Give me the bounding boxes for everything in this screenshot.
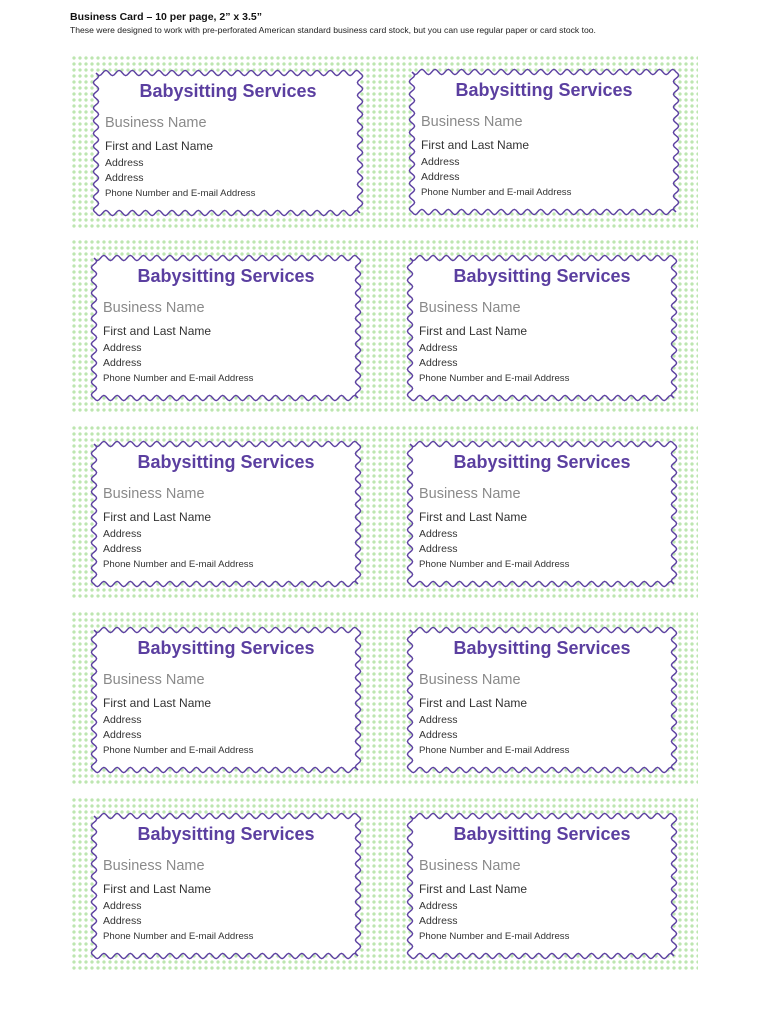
card-address-line-1: Address [103,714,142,726]
card-address-line-2: Address [103,543,142,555]
card-address-line-1: Address [103,900,142,912]
card-person-name: First and Last Name [103,696,212,710]
card-heading: Babysitting Services [137,824,315,844]
card-address-line-2: Address [419,357,458,369]
card-person-name: First and Last Name [421,138,530,152]
card-heading: Babysitting Services [137,266,315,286]
card-heading: Babysitting Services [453,638,631,658]
business-card [410,816,674,956]
card-address-line-2: Address [419,915,458,927]
card-business-name: Business Name [421,114,523,130]
card-person-name: First and Last Name [419,510,528,524]
card-person-name: First and Last Name [103,510,212,524]
business-card [96,73,360,213]
business-card [94,630,358,770]
card-contact: Phone Number and E-mail Address [103,559,254,570]
card-business-name: Business Name [103,672,205,688]
card-person-name: First and Last Name [103,324,212,338]
card-business-name: Business Name [419,672,521,688]
card-address-line-2: Address [105,172,144,184]
card-address-line-1: Address [105,157,144,169]
card-address-line-1: Address [103,342,142,354]
card-contact: Phone Number and E-mail Address [105,188,256,199]
card-address-line-1: Address [419,528,458,540]
card-business-name: Business Name [105,115,207,131]
business-card [94,444,358,584]
business-card [412,72,676,212]
card-heading: Babysitting Services [137,638,315,658]
card-heading: Babysitting Services [137,452,315,472]
card-contact: Phone Number and E-mail Address [419,559,570,570]
card-address-line-1: Address [103,528,142,540]
card-address-line-2: Address [103,357,142,369]
card-contact: Phone Number and E-mail Address [419,745,570,756]
card-address-line-1: Address [421,156,460,168]
card-person-name: First and Last Name [105,139,214,153]
card-contact: Phone Number and E-mail Address [419,373,570,384]
card-row-5 [70,796,698,972]
card-person-name: First and Last Name [103,882,212,896]
card-heading: Babysitting Services [139,81,317,101]
card-heading: Babysitting Services [455,80,633,100]
card-contact: Phone Number and E-mail Address [103,931,254,942]
card-address-line-2: Address [419,729,458,741]
card-address-line-2: Address [421,171,460,183]
card-person-name: First and Last Name [419,324,528,338]
card-person-name: First and Last Name [419,882,528,896]
card-address-line-1: Address [419,714,458,726]
page-title: Business Card – 10 per page, 2” x 3.5” [70,11,263,23]
card-heading: Babysitting Services [453,266,631,286]
card-heading: Babysitting Services [453,452,631,472]
card-row-1 [70,54,698,230]
card-business-name: Business Name [103,486,205,502]
card-row-4 [70,610,698,786]
card-contact: Phone Number and E-mail Address [421,187,572,198]
card-business-name: Business Name [419,486,521,502]
card-address-line-1: Address [419,342,458,354]
business-card [410,258,674,398]
card-address-line-1: Address [419,900,458,912]
card-business-name: Business Name [103,858,205,874]
card-heading: Babysitting Services [453,824,631,844]
card-address-line-2: Address [419,543,458,555]
card-person-name: First and Last Name [419,696,528,710]
card-row-3 [70,424,698,600]
card-address-line-2: Address [103,915,142,927]
card-contact: Phone Number and E-mail Address [103,745,254,756]
card-business-name: Business Name [419,300,521,316]
business-card [410,630,674,770]
card-business-name: Business Name [103,300,205,316]
card-address-line-2: Address [103,729,142,741]
business-card [410,444,674,584]
card-business-name: Business Name [419,858,521,874]
card-contact: Phone Number and E-mail Address [103,373,254,384]
business-card [94,816,358,956]
card-sheet [70,54,698,974]
page-header [70,10,710,37]
page-subtitle: These were designed to work with pre-perforated American standard business card stock, but you can use regular paper or card stock too. [70,25,596,35]
card-row-2 [70,238,698,414]
business-card [94,258,358,398]
card-contact: Phone Number and E-mail Address [419,931,570,942]
